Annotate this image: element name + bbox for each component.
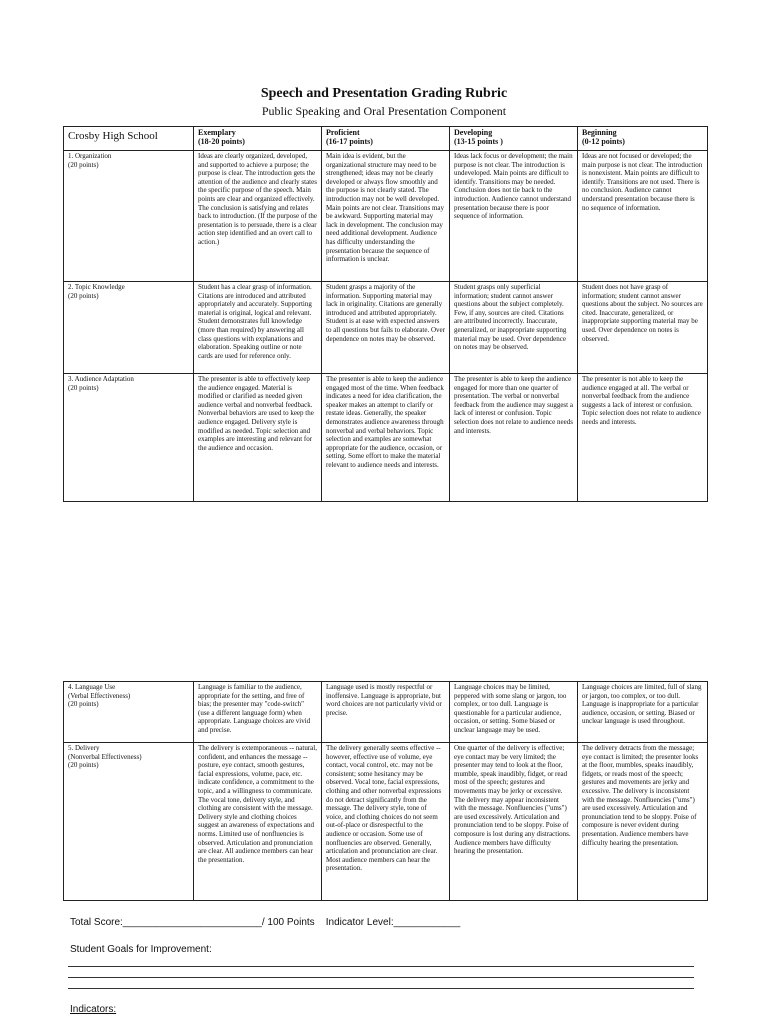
cell-audience-adaptation-exemplary: The presenter is able to effectively keep the audience engaged. Material is modified or clarified as needed given audience verbal and nonverbal feedback. Nonverbal behaviors are used to keep the audience engaged. Delivery style is modified as needed. Topic selection and examples are interesting and relevant for the audience and occasion. [194, 374, 322, 502]
criterion-language-use: 4. Language Use (Verbal Effectiveness) (20 points) [64, 682, 194, 743]
cell-delivery-beginning: The delivery detracts from the message; eye contact is limited; the presenter looks at the floor, mumbles, speaks inaudibly, fidgets, or reads most of the speech; gestures and movements are jerky and excessive. The delivery is inconsistent with the message. Nonfluencies ("ums") are used excessively. Articulation and pronunciation tend to be sloppy. Poise of composure is never evident during presentation. Audience members have difficulty hearing the presentation. [578, 743, 708, 901]
cell-language-use-developing: Language choices may be limited, peppered with some slang or jargon, too complex, or too dull. Language is questionable for a particular audience, occasion, or setting. Some biased or unclear language may be used. [450, 682, 578, 743]
cell-language-use-exemplary: Language is familiar to the audience, appropriate for the setting, and free of bias; the presenter may "code-switch" (use a different language form) when appropriate. Language choices are vivid and precise. [194, 682, 322, 743]
indicators-heading: Indicators: [70, 1004, 117, 1015]
level-exemplary: Exemplary (18-20 points) [194, 127, 322, 151]
criterion-audience-adaptation: 3. Audience Adaptation (20 points) [64, 374, 194, 502]
school-name: Crosby High School [64, 127, 194, 151]
total-score-label: Total Score:_________________________/ 100 Points [70, 917, 315, 928]
cell-topic-knowledge-beginning: Student does not have grasp of information; student cannot answer questions about the subject. No sources are cited. Inaccurate, generalized, or inappropriate supporting material may be used. Over dependence on notes is observed. [578, 282, 708, 374]
cell-topic-knowledge-proficient: Student grasps a majority of the information. Supporting material may lack in originality. Citations are generally introduced and attributed appropriately. Student is at ease with expected answers to all questions but fails to elaborate. Over dependence on notes may be observed. [322, 282, 450, 374]
cell-topic-knowledge-exemplary: Student has a clear grasp of information. Citations are introduced and attributed appropriately and accurately. Supporting material is original, logical and relevant. Student demonstrates full knowledge (more than required) by answering all class questions with explanations and elaboration. Speaking outline or note cards are used for reference only. [194, 282, 322, 374]
rubric-title: Speech and Presentation Grading Rubric [260, 86, 508, 101]
goals-writing-line-3 [68, 988, 694, 989]
rubric-table-part-1 [63, 126, 708, 502]
cell-organization-proficient: Main idea is evident, but the organizational structure may need to be strengthened; ideas may not be clearly developed or always flow smoothly and the purpose is not clearly stated. The introduction may not be well developed. Main points are not clear. Transitions may be awkward. Supporting material may lack in development. The conclusion may need additional development. Audience has difficulty understanding the presentation because the sequence of information is unclear. [322, 151, 450, 282]
cell-delivery-exemplary: The delivery is extemporaneous -- natural, confident, and enhances the message -- posture, eye contact, smooth gestures, facial expressions, volume, pace, etc. indicate confidence, a commitment to the topic, and a willingness to communicate. The vocal tone, delivery style, and clothing are consistent with the message. Delivery style and clothing choices suggest an awareness of expectations and norms. Limited use of nonfluencies is observed. Articulation and pronunciation are clear. All audience members can hear the presentation. [194, 743, 322, 901]
table-row-topic-knowledge [64, 282, 708, 374]
level-developing: Developing (13-15 points ) [450, 127, 578, 151]
goals-writing-line-2 [68, 977, 694, 978]
level-proficient: Proficient (16-17 points) [322, 127, 450, 151]
criterion-topic-knowledge: 2. Topic Knowledge (20 points) [64, 282, 194, 374]
indicator-level-label: Indicator Level:____________ [325, 917, 461, 928]
table-row-audience-adaptation [64, 374, 708, 502]
cell-organization-beginning: Ideas are not focused or developed; the main purpose is not clear. The introduction is nonexistent. Main points are difficult to identify. Transitions are not used. There is no conclusion. Audience cannot understand presentation because there is no sequence of information. [578, 151, 708, 282]
rubric-subtitle: Public Speaking and Oral Presentation Component [261, 104, 507, 118]
total-score-line [70, 917, 460, 928]
cell-delivery-proficient: The delivery generally seems effective -- however, effective use of volume, eye contact, vocal control, etc. may not be consistent; some hesitancy may be observed. Vocal tone, facial expressions, clothing and other nonverbal expressions do not detract significantly from the message. The delivery style, tone of voice, and clothing choices do not seem out-of-place or disrespectful to the audience or occasion. Some use of nonfluencies are observed. Generally, articulation and pronunciation are clear. Most audience members can hear the presentation. [322, 743, 450, 901]
criterion-organization: 1. Organization (20 points) [64, 151, 194, 282]
cell-language-use-beginning: Language choices are limited, full of slang or jargon, too complex, or too dull. Language is inappropriate for a particular audience, occasion, or setting. Biased or unclear language is used throughout. [578, 682, 708, 743]
table-row-language-use [64, 682, 708, 743]
cell-organization-developing: Ideas lack focus or development; the main purpose is not clear. The introduction is undeveloped. Main points are difficult to identify. Transitions may be needed. Conclusion does not tie back to the introduction. Audience cannot understand presentation because there is poor sequence of information. [450, 151, 578, 282]
cell-audience-adaptation-developing: The presenter is able to keep the audience engaged for more than one quarter of presentation. The verbal or nonverbal feedback from the audience may suggest a lack of interest or confusion. Topic selection does not relate to audience needs and interests. [450, 374, 578, 502]
rubric-table-part-2 [63, 681, 708, 901]
criterion-delivery: 5. Delivery (Nonverbal Effectiveness) (20 points) [64, 743, 194, 901]
goals-writing-line-1 [68, 966, 694, 967]
table-row-organization [64, 151, 708, 282]
level-beginning: Beginning (0-12 points) [578, 127, 708, 151]
cell-audience-adaptation-beginning: The presenter is not able to keep the audience engaged at all. The verbal or nonverbal feedback from the audience suggests a lack of interest or confusion. Topic selection does not relate to audience needs and interests. [578, 374, 708, 502]
cell-organization-exemplary: Ideas are clearly organized, developed, and supported to achieve a purpose; the purpose is clear. The introduction gets the attention of the audience and clearly states the specific purpose of the speech. Main points are clear and organized effectively. The conclusion is satisfying and relates back to introduction. (If the purpose of the presentation is to persuade, there is a clear action step identified and an overt call to action.) [194, 151, 322, 282]
cell-topic-knowledge-developing: Student grasps only superficial information; student cannot answer questions about the subject completely. Few, if any, sources are cited. Citations are attributed incorrectly. Inaccurate, generalized, or inappropriate supporting material may be used. Over dependence on notes may be observed. [450, 282, 578, 374]
cell-audience-adaptation-proficient: The presenter is able to keep the audience engaged most of the time. When feedback indicates a need for idea clarification, the speaker makes an attempt to clarify or restate ideas. Generally, the speaker demonstrates audience awareness through nonverbal and verbal behaviors. Topic selection and examples are somewhat appropriate for the audience, occasion, or setting. Some effort to make the material relevant to audience needs and interests. [322, 374, 450, 502]
cell-language-use-proficient: Language used is mostly respectful or inoffensive. Language is appropriate, but word choices are not particularly vivid or precise. [322, 682, 450, 743]
header-row [64, 127, 708, 151]
student-goals-label: Student Goals for Improvement: [70, 944, 212, 955]
cell-delivery-developing: One quarter of the delivery is effective; eye contact may be very limited; the presenter may tend to look at the floor, mumble, speak inaudibly, fidget, or read most of the speech; gestures and movements may be jerky or excessive. The delivery may appear inconsistent with the message. Nonfluencies ("ums") are used excessively. Articulation and pronunciation tend to be sloppy. Poise of composure is lost during any distractions. Audience members have difficulty hearing the presentation. [450, 743, 578, 901]
table-row-delivery [64, 743, 708, 901]
